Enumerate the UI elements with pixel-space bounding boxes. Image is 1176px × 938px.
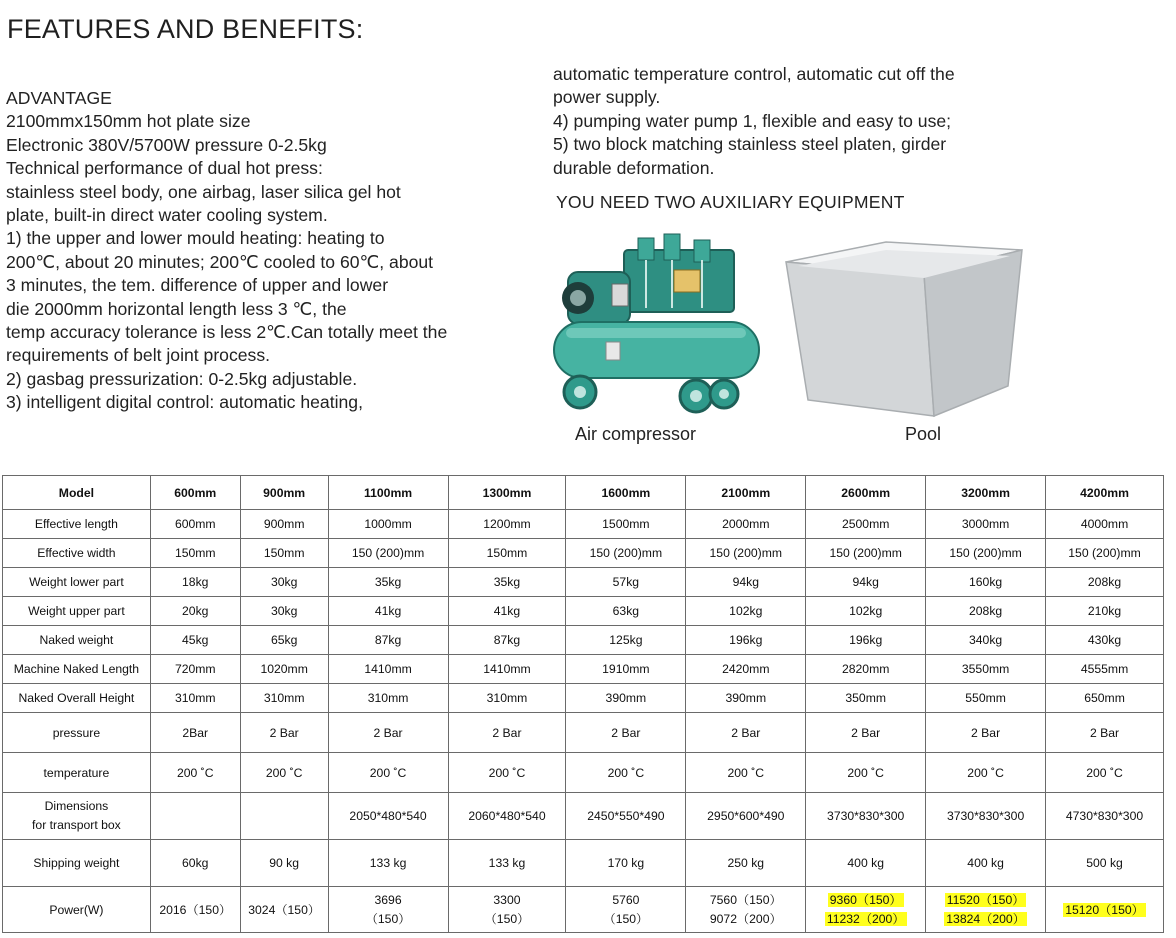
table-cell: 310mm [448,684,566,713]
table-cell: 94kg [686,568,806,597]
table-cell: 350mm [806,684,926,713]
table-cell: 200 ˚C [926,753,1046,793]
table-cell: 150 (200)mm [686,539,806,568]
table-cell [1046,887,1164,933]
row-label: Machine Naked Length [3,655,151,684]
table-cell: 87kg [448,626,566,655]
table-cell: 150 (200)mm [328,539,448,568]
feature-line: 1) the upper and lower mould heating: heating to [6,228,385,249]
table-cell: 102kg [686,597,806,626]
table-cell: 3024（150） [240,887,328,933]
table-header-row [3,476,1164,510]
pool-image [784,240,1024,420]
table-cell [806,887,926,933]
table-cell: 18kg [150,568,240,597]
table-cell: 200 ˚C [806,753,926,793]
table-cell: 125kg [566,626,686,655]
table-cell: 200 ˚C [240,753,328,793]
row-label: Naked weight [3,626,151,655]
highlighted-power-value: 15120（150） [1065,903,1144,917]
feature-line: 2100mmx150mm hot plate size [6,111,251,132]
table-cell: 41kg [448,597,566,626]
table-cell: 133 kg [328,840,448,887]
feature-line: automatic temperature control, automatic cut off the [553,64,955,84]
row-label [3,793,151,840]
feature-line: Technical performance of dual hot press: [6,158,323,179]
table-cell: 41kg [328,597,448,626]
feature-line: 200℃, about 20 minutes; 200℃ cooled to 60℃, about [6,251,434,272]
table-cell: 60kg [150,840,240,887]
table-row [3,539,1164,568]
header-cell: 2100mm [686,476,806,510]
feature-line: durable deformation. [553,157,715,178]
feature-line: requirements of belt joint process. [6,345,271,366]
table-cell: 720mm [150,655,240,684]
table-cell: 2016（150） [150,887,240,933]
table-cell: 1910mm [566,655,686,684]
table-row [3,568,1164,597]
row-label: Effective width [3,539,151,568]
table-cell: 45kg [150,626,240,655]
table-cell: 150 (200)mm [1046,539,1164,568]
table-cell: 2000mm [686,510,806,539]
page-title: FEATURES AND BENEFITS: [7,14,364,44]
table-cell: 65kg [240,626,328,655]
table-cell: 200 ˚C [448,753,566,793]
table-row [3,840,1164,887]
table-cell: 200 ˚C [686,753,806,793]
row-label: pressure [3,713,151,753]
table-cell: 310mm [240,684,328,713]
feature-line: 3 minutes, the tem. difference of upper and lower [6,275,389,296]
table-cell [240,793,328,840]
table-cell: 550mm [926,684,1046,713]
feature-line: 3) intelligent digital control: automatic heating, [6,392,363,413]
table-cell: 600mm [150,510,240,539]
table-cell: 3550mm [926,655,1046,684]
feature-line: plate, built-in direct water cooling system. [6,205,328,226]
table-cell: 310mm [328,684,448,713]
table-cell: 133 kg [448,840,566,887]
table-cell: 90 kg [240,840,328,887]
power-value: （150） [603,911,649,926]
table-cell: 200 ˚C [150,753,240,793]
power-value: 3300 [493,892,521,907]
table-cell: 150mm [448,539,566,568]
table-cell: 57kg [566,568,686,597]
table-cell: 390mm [686,684,806,713]
specification-table [2,475,1164,933]
table-cell: 200 ˚C [328,753,448,793]
table-row [3,753,1164,793]
table-cell: 150 (200)mm [806,539,926,568]
table-cell: 2 Bar [448,713,566,753]
row-label: temperature [3,753,151,793]
table-cell: 160kg [926,568,1046,597]
power-value: 7560（150） [709,892,782,907]
feature-line: Electronic 380V/5700W pressure 0-2.5kg [6,134,327,155]
table-cell: 2950*600*490 [686,793,806,840]
feature-line: stainless steel body, one airbag, laser silica gel hot [6,181,401,202]
table-row [3,626,1164,655]
table-cell: 2 Bar [566,713,686,753]
air-compressor-image [546,230,766,420]
table-cell [926,887,1046,933]
table-cell: 1410mm [328,655,448,684]
pool-caption: Pool [905,424,942,444]
table-cell: 2050*480*540 [328,793,448,840]
table-cell: 2 Bar [240,713,328,753]
dimensions-label: Dimensions [44,799,109,813]
table-cell: 1020mm [240,655,328,684]
table-cell: 1410mm [448,655,566,684]
power-value: 3696 [374,892,402,907]
header-cell: 900mm [240,476,328,510]
table-row [3,655,1164,684]
table-cell: 3730*830*300 [926,793,1046,840]
table-cell: 30kg [240,568,328,597]
table-cell: 2 Bar [806,713,926,753]
table-cell: 4000mm [1046,510,1164,539]
table-cell: 3730*830*300 [806,793,926,840]
header-cell: 3200mm [926,476,1046,510]
power-value: （150） [365,911,411,926]
table-cell: 87kg [328,626,448,655]
table-cell: 2 Bar [926,713,1046,753]
table-cell: 200 ˚C [566,753,686,793]
table-cell: 400 kg [806,840,926,887]
header-cell: 1100mm [328,476,448,510]
table-cell [686,887,806,933]
row-label: Weight lower part [3,568,151,597]
table-cell: 196kg [806,626,926,655]
table-cell: 35kg [328,568,448,597]
table-row [3,684,1164,713]
table-cell: 2820mm [806,655,926,684]
row-label: Power(W) [3,887,151,933]
advantage-text [6,87,536,415]
table-cell: 208kg [926,597,1046,626]
header-cell: 1600mm [566,476,686,510]
table-cell: 150 (200)mm [926,539,1046,568]
table-cell: 430kg [1046,626,1164,655]
table-row [3,713,1164,753]
power-value: 9072（200） [709,911,782,926]
table-cell: 2Bar [150,713,240,753]
header-cell: Model [3,476,151,510]
table-cell: 20kg [150,597,240,626]
feature-line: 4) pumping water pump 1, flexible and easy to use; [553,110,952,131]
table-cell [566,887,686,933]
table-cell: 150mm [240,539,328,568]
auxiliary-equipment-heading: YOU NEED TWO AUXILIARY EQUIPMENT [556,192,905,212]
table-cell: 208kg [1046,568,1164,597]
table-cell: 2420mm [686,655,806,684]
table-cell: 2450*550*490 [566,793,686,840]
table-cell: 500 kg [1046,840,1164,887]
table-cell: 196kg [686,626,806,655]
table-cell: 94kg [806,568,926,597]
feature-line: power supply. [553,87,661,108]
table-row [3,597,1164,626]
table-cell: 35kg [448,568,566,597]
highlighted-power-value: 9360（150） [829,892,902,907]
table-cell: 650mm [1046,684,1164,713]
power-value: 5760 [612,892,640,907]
table-cell: 2500mm [806,510,926,539]
row-label: Effective length [3,510,151,539]
feature-line: 5) two block matching stainless steel platen, girder [553,134,947,155]
table-cell: 340kg [926,626,1046,655]
table-cell: 900mm [240,510,328,539]
table-cell [328,887,448,933]
feature-line: 2) gasbag pressurization: 0-2.5kg adjustable. [6,368,358,389]
advantage-text-continued [553,63,1113,180]
highlighted-power-value: 13824（200） [946,911,1025,926]
header-cell: 1300mm [448,476,566,510]
table-cell: 400 kg [926,840,1046,887]
power-row [3,887,1164,933]
table-cell: 200 ˚C [1046,753,1164,793]
table-cell: 3000mm [926,510,1046,539]
table-cell: 1500mm [566,510,686,539]
table-row [3,793,1164,840]
table-cell: 310mm [150,684,240,713]
table-cell [448,887,566,933]
table-cell: 250 kg [686,840,806,887]
air-compressor-caption: Air compressor [575,424,697,444]
table-cell: 63kg [566,597,686,626]
advantage-heading: ADVANTAGE [6,88,112,108]
feature-line: temp accuracy tolerance is less 2℃.Can totally meet the [6,322,448,343]
table-cell: 2 Bar [686,713,806,753]
dimensions-sublabel: for transport box [32,818,121,832]
table-cell: 102kg [806,597,926,626]
table-cell: 210kg [1046,597,1164,626]
table-cell [150,793,240,840]
table-cell: 4730*830*300 [1046,793,1164,840]
table-cell: 150mm [150,539,240,568]
row-label: Naked Overall Height [3,684,151,713]
table-cell: 2 Bar [1046,713,1164,753]
feature-line: die 2000mm horizontal length less 3 ℃, the [6,298,347,319]
table-cell: 30kg [240,597,328,626]
row-label: Shipping weight [3,840,151,887]
table-cell: 390mm [566,684,686,713]
header-cell: 600mm [150,476,240,510]
power-value: （150） [484,911,530,926]
table-cell: 2 Bar [328,713,448,753]
header-cell: 4200mm [1046,476,1164,510]
header-cell: 2600mm [806,476,926,510]
row-label: Weight upper part [3,597,151,626]
table-cell: 2060*480*540 [448,793,566,840]
table-cell: 170 kg [566,840,686,887]
table-cell: 4555mm [1046,655,1164,684]
table-cell: 1000mm [328,510,448,539]
table-cell: 150 (200)mm [566,539,686,568]
highlighted-power-value: 11232（200） [826,911,905,926]
table-row [3,510,1164,539]
highlighted-power-value: 11520（150） [946,892,1025,907]
table-cell: 1200mm [448,510,566,539]
